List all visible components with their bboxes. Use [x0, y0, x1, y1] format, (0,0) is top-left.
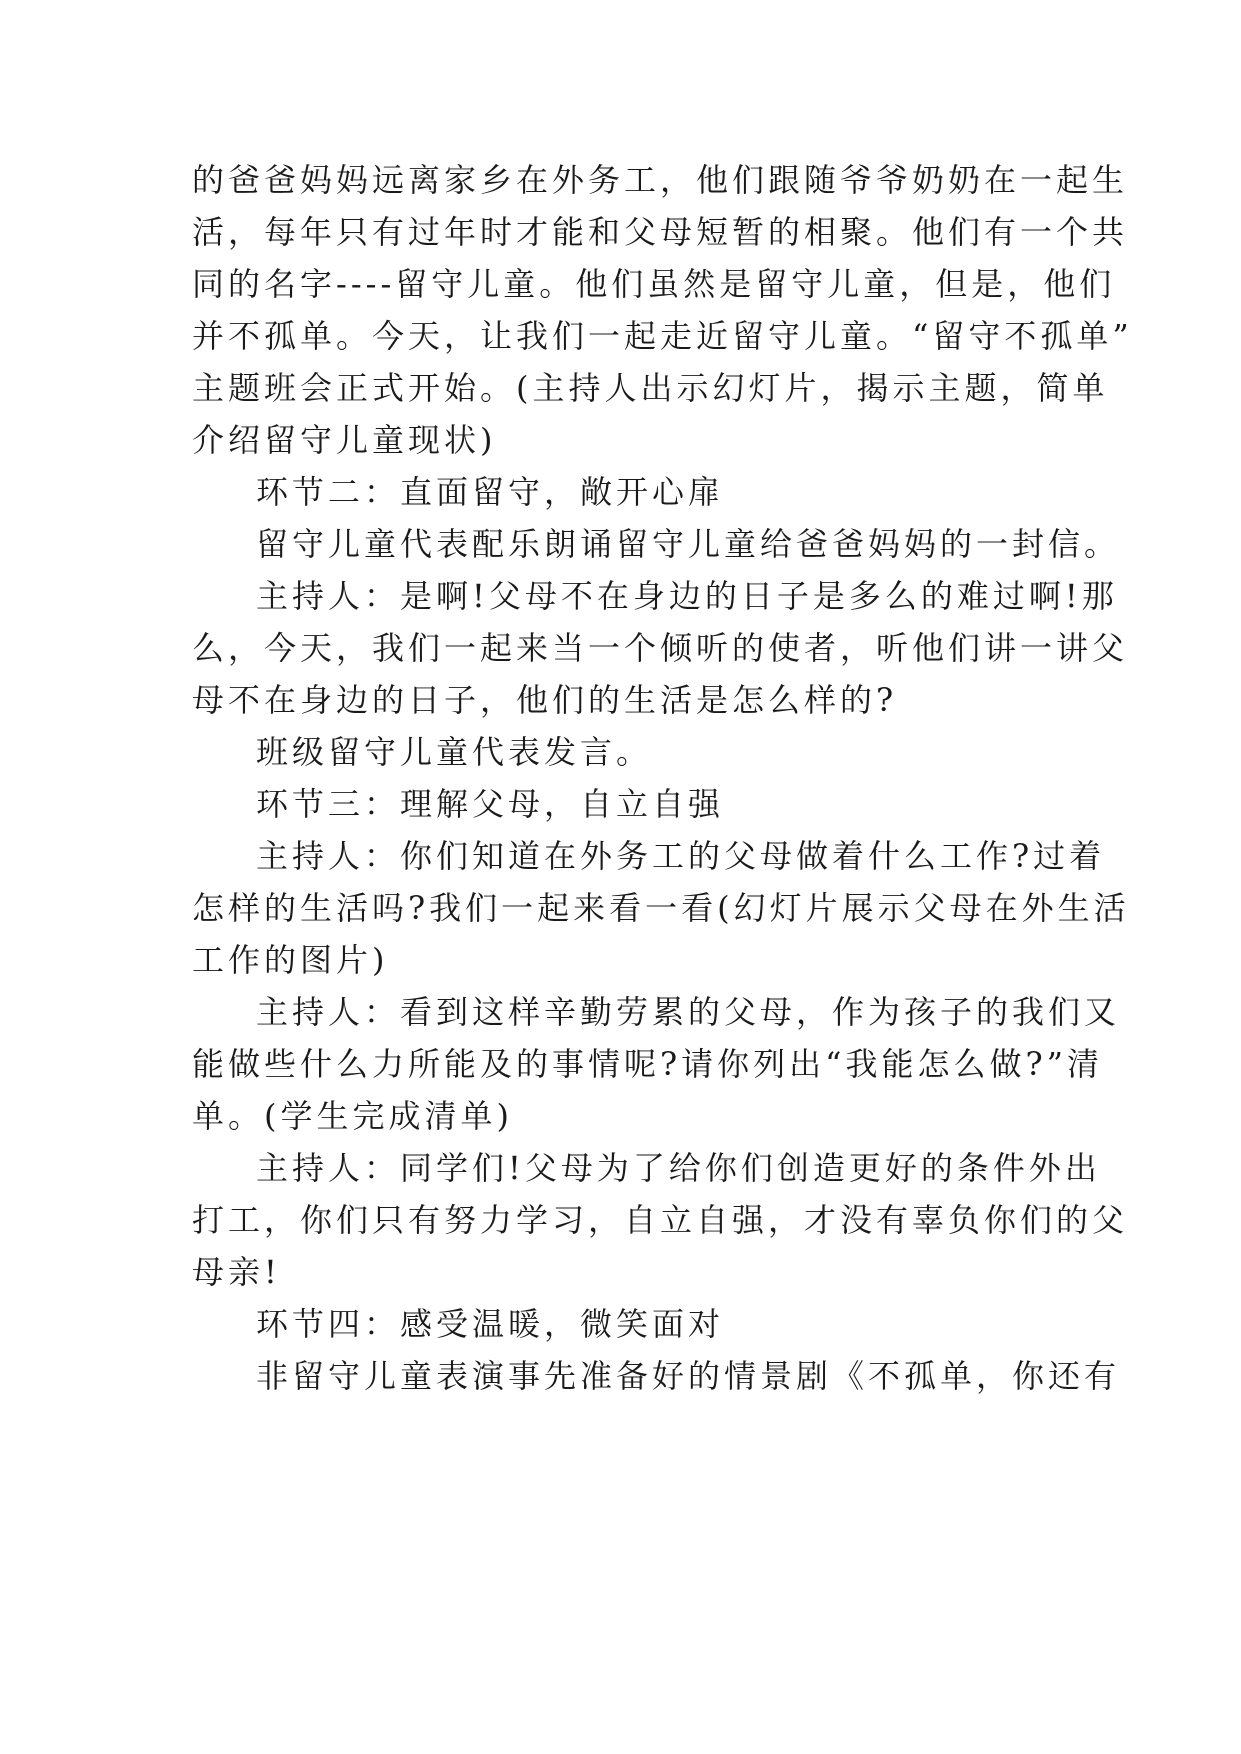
text-line: 母亲! — [192, 1253, 281, 1291]
text-line: 母不在身边的日子，他们的生活是怎么样的? — [192, 681, 898, 719]
text-line: 的爸爸妈妈远离家乡在外务工，他们跟随爷爷奶奶在一起生 — [192, 161, 1129, 199]
text-line: 并不孤单。今天，让我们一起走近留守儿童。“留守不孤单” — [192, 317, 1133, 355]
text-line: 同的名字----留守儿童。他们虽然是留守儿童，但是，他们 — [192, 265, 1116, 303]
paragraph-start: 主持人：你们知道在外务工的父母做着什么工作?过着 — [256, 837, 1106, 875]
paragraph-start: 主持人：是啊!父母不在身边的日子是多么的难过啊!那 — [256, 577, 1118, 615]
paragraph-start: 班级留守儿童代表发言。 — [256, 733, 653, 771]
section-heading: 环节三：理解父母，自立自强 — [256, 785, 725, 823]
section-heading: 环节四：感受温暖，微笑面对 — [256, 1305, 725, 1343]
text-line: 活，每年只有过年时才能和父母短暂的相聚。他们有一个共 — [192, 213, 1129, 251]
text-line: 么，今天，我们一起来当一个倾听的使者，听他们讲一讲父 — [192, 629, 1129, 667]
paragraph-start: 主持人：看到这样辛勤劳累的父母，作为孩子的我们又 — [256, 993, 1121, 1031]
paragraph-start: 非留守儿童表演事先准备好的情景剧《不孤单，你还有 — [256, 1357, 1121, 1395]
text-line: 主题班会正式开始。(主持人出示幻灯片，揭示主题，简单 — [192, 369, 1109, 407]
text-line: 能做些什么力所能及的事情呢?请你列出“我能怎么做?”清 — [192, 1045, 1104, 1083]
text-line: 工作的图片) — [192, 941, 389, 979]
text-line: 单。(学生完成清单) — [192, 1097, 513, 1135]
paragraph-start: 主持人：同学们!父母为了给你们创造更好的条件外出 — [256, 1149, 1101, 1187]
section-heading: 环节二：直面留守，敞开心扉 — [256, 473, 725, 511]
text-line: 怎样的生活吗?我们一起来看一看(幻灯片展示父母在外生活 — [192, 889, 1130, 927]
text-line: 打工，你们只有努力学习，自立自强，才没有辜负你们的父 — [192, 1201, 1129, 1239]
paragraph-start: 留守儿童代表配乐朗诵留守儿童给爸爸妈妈的一封信。 — [256, 525, 1121, 563]
text-line: 介绍留守儿童现状) — [192, 421, 497, 459]
